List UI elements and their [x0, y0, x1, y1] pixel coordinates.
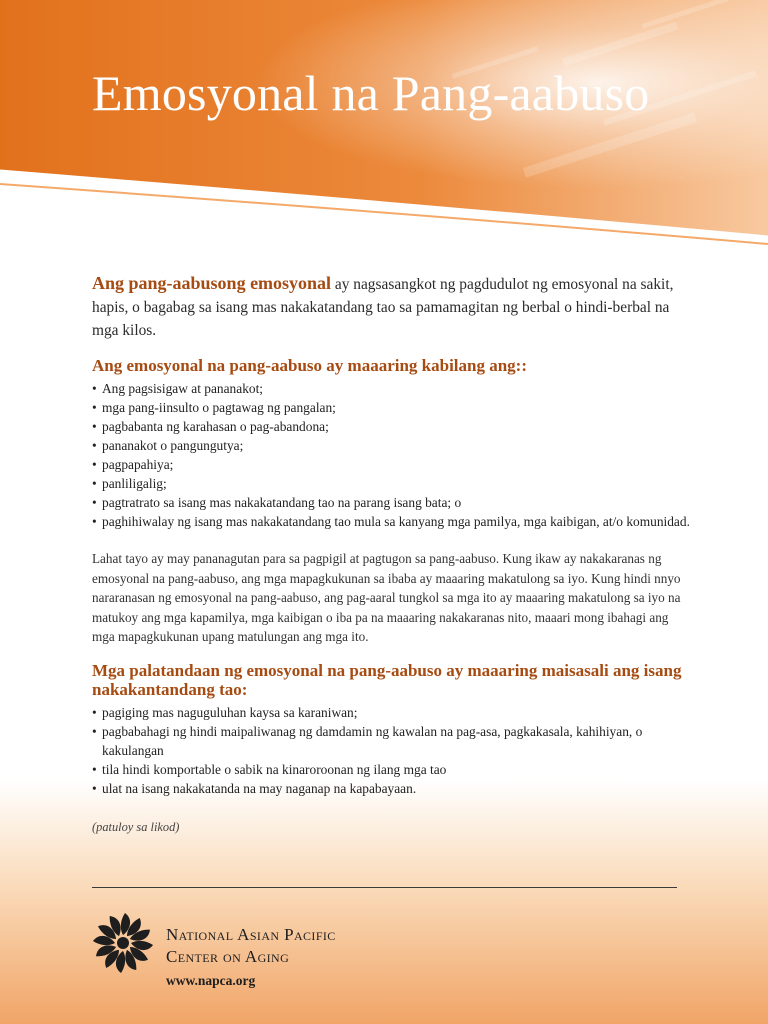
org-url-link[interactable]: www.napca.org	[166, 973, 256, 988]
org-name-line1: National Asian Pacific	[166, 925, 336, 944]
list-item: • tila hindi komportable o sabik na kinaroroonan ng ilang mga tao	[92, 760, 692, 779]
list-item: • pagbabahagi ng hindi maipaliwanag ng damdamin ng kawalan na pag-asa, pagkakasala, kahihiyan, o kakulangan	[92, 722, 692, 760]
section2-heading: Mga palatandaan ng emosyonal na pang-aabuso ay maaaring maisasali ang isang nakakantandang tao:	[92, 660, 682, 699]
list-item: • pagtratrato sa isang mas nakakatandang tao na parang isang bata; o	[92, 493, 692, 512]
list-item: • pagiging mas naguguluhan kaysa sa karaniwan;	[92, 703, 692, 722]
banner-graphic	[0, 0, 768, 250]
body-paragraph: Lahat tayo ay may pananagutan para sa pagpigil at pagtugon sa pang-aabuso. Kung ikaw ay nakakaranas ng emosyonal na pang-aabuso, ang mga mapagkukunan sa ibaba ay maaaring makatulong sa iyo. Kung hindi nnyo nararanasan ng emosyonal na pang-aabuso, ang pag-aaral tungkol sa mga ito ay maaaring makatulong sa iyo na matukoy ang mga kapamilya, mga kaibigan o iba pa na maaaring nakakaranas nito, maaari mong ibahagi ang mga mapagkukunan upang matulungan ang mga ito.	[92, 551, 681, 644]
list-item: • paghihiwalay ng isang mas nakakatandang tao mula sa kanyang mga pamilya, mga kaibigan, at/o komunidad.	[92, 512, 692, 531]
page-title: Emosyonal na Pang-aabuso	[92, 65, 650, 121]
section2-list	[92, 703, 692, 798]
list-item: • panliligalig;	[92, 474, 692, 493]
footer-divider	[92, 887, 677, 888]
list-item: • Ang pagsisigaw at pananakot;	[92, 379, 692, 398]
org-name-line2: Center on Aging	[166, 947, 290, 966]
section1-heading: Ang emosyonal na pang-aabuso ay maaaring kabilang ang::	[92, 356, 528, 375]
intro-paragraph	[92, 272, 692, 342]
continue-note: (patuloy sa likod)	[92, 819, 180, 834]
list-item: • pagpapahiya;	[92, 455, 692, 474]
section1-list	[92, 379, 692, 531]
main-content	[92, 272, 692, 835]
list-item: • pagbabanta ng karahasan o pag-abandona;	[92, 417, 692, 436]
intro-lead: Ang pang-aabusong emosyonal	[92, 273, 332, 293]
list-item: • ulat na isang nakakatanda na may naganap na kapabayaan.	[92, 779, 692, 798]
intro-text: ay nagsasangkot ng pagdudulot ng emosyonal na sakit, hapis, o bagabag sa isang mas nakakatandang tao sa pamamagitan ng berbal o hindi-berbal na mga kilos.	[92, 276, 674, 339]
org-name	[166, 924, 336, 968]
list-item: • mga pang-iinsulto o pagtawag ng pangalan;	[92, 398, 692, 417]
list-item: • pananakot o pangungutya;	[92, 436, 692, 455]
header-banner	[0, 0, 768, 250]
napca-logo-icon	[92, 912, 154, 974]
